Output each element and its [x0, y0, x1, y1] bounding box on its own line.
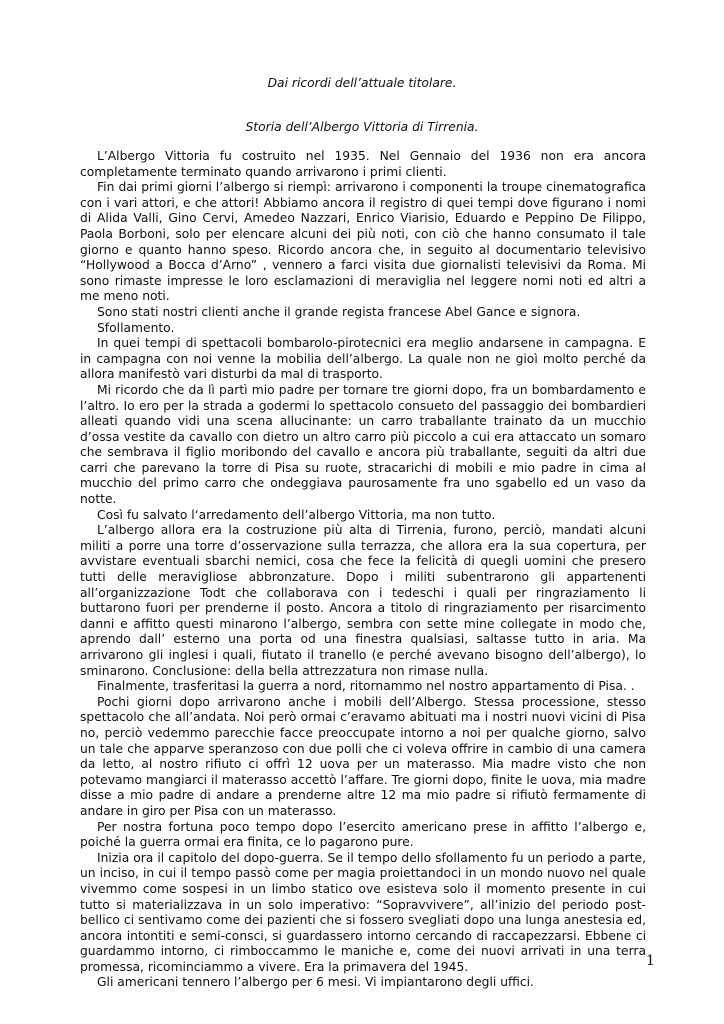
- paragraph: Fin dai primi giorni l’albergo si riempì: arrivarono i componenti la troupe cinematografica con i vari attori, e che attori! Abbiamo ancora il registro di quei tempi dove figurano i nomi di Alida Valli, Gino Cervi, Amedeo Nazzari, Enrico Viarisio, Eduardo e Peppino De Filippo, Paola Borboni, solo per elencare alcuni dei più noti, con ciò che hanno consumato il tale giorno e quanto hanno speso. Ricordo ancora che, in seguito al documentario televisivo “Hollywood a Bocca d’Arno” , vennero a farci visita due giornalisti televisivi da Roma. Mi sono rimaste impresse le loro esclamazioni di meraviglia nel leggere nomi noti ed altri a me meno noti.: [80, 180, 646, 304]
- document-title: Dai ricordi dell’attuale titolare.: [267, 76, 457, 90]
- paragraph: Sfollamento.: [97, 320, 175, 335]
- paragraph: Così fu salvato l‘arredamento dell’albergo Vittoria, ma non tutto.: [97, 507, 496, 522]
- paragraph: Pochi giorni dopo arrivarono anche i mobili dell’Albergo. Stessa processione, stesso spettacolo che all’andata. Noi però ormai c’eravamo abituati ma i nostri nuovi vicini di Pisa no, perciò vedemmo parecchie facce preoccupate intorno a noi per qualche giorno, salvo un tale che apparve speranzoso con due polli che ci voleva offrire in cambio di una camera da letto, al nostro rifiuto ci offrì 12 uova per un materasso. Mia madre visto che non potevamo mangiarci il materasso accettò l’affare. Tre giorni dopo, finite le uova, mia madre disse a mio padre di andare a prenderne altre 12 ma mio padre si rifiutò fermamente di andare in giro per Pisa con un materasso.: [80, 694, 646, 818]
- page-number: 1: [646, 953, 655, 969]
- paragraph: Finalmente, trasferitasi la guerra a nord, ritornammo nel nostro appartamento di Pisa. .: [97, 679, 635, 694]
- paragraph: Inizia ora il capitolo del dopo-guerra. Se il tempo dello sfollamento fu un periodo a parte, un inciso, in cui il tempo passò come per magia proiettandoci in un mondo nuovo nel quale vivemmo come sospesi in un limbo statico ove esisteva solo il momento presente in cui tutto si materializzava in un solo imperativo: “Sopravvivere”, all’inizio del periodo post-bellico ci sentivamo come dei pazienti che si fossero svegliati dopo una lunga anestesia ed, ancora intontiti e semi-consci, si guardassero intorno cercando di raccapezzarsi. Ebbene ci guardammo intorno, ci rimboccammo le maniche e, come dei nuovi arrivati in una terra promessa, ricominciammo a vivere. Era la primavera del 1945.: [80, 850, 646, 974]
- paragraph: Sono stati nostri clienti anche il grande regista francese Abel Gance e signora.: [97, 304, 581, 319]
- paragraph: Mi ricordo che da lì partì mio padre per tornare tre giorni dopo, fra un bombardamento e l’altro. Io ero per la strada a godermi lo spettacolo consueto del passaggio dei bombardieri alleati quando vidi una scena allucinante: un carro traballante trainato da un mucchio d’ossa vestite da cavallo con dietro un altro carro più piccolo a cui era attaccato un somaro che sembrava il figlio moribondo del cavallo e ancora più traballante, seguiti da altri due carri che parevano la torre di Pisa su ruote, stracarichi di mobili e mio padre in cima al mucchio del primo carro che ondeggiava paurosamente fra uno sgabello ed un vaso da notte.: [80, 382, 646, 507]
- paragraph: In quei tempi di spettacoli bombarolo-pirotecnici era meglio andarsene in campagna. E in campagna con noi venne la mobilia dell’albergo. La quale non ne gioì molto perché da allora manifestò vari disturbi da mal di trasporto.: [80, 336, 646, 382]
- document-subtitle: Storia dell’Albergo Vittoria di Tirrenia.: [245, 120, 479, 134]
- paragraph: L’albergo allora era la costruzione più alta di Tirrenia, furono, perciò, mandati alcuni militi a porre una torre d’osservazione sulla terrazza, che allora era la sua copertura, per avvistare eventuali sbarchi nemici, cosa che fece la felicità di quegli uomini che presero tutti delle meravigliose abbronzature. Dopo i militi subentrarono gli appartenenti all’organizzazione Todt che collaborava con i tedeschi i quali per ringraziamento li buttarono fuori per prenderne il posto. Ancora a titolo di ringraziamento per risarcimento danni e affitto questi minarono l’albergo, sembra con sette mine collegate in modo che, aprendo dall’ esterno una porta od una finestra qualsiasi, saltasse tutto in aria. Ma arrivarono gli inglesi i quali, fiutato il tranello (e perché avevano bisogno dell’albergo), lo sminarono. Conclusione: della bella attrezzatura non rimase nulla.: [80, 523, 646, 678]
- paragraph: Gli americani tennero l’albergo per 6 mesi. Vi impiantarono degli uffici.: [97, 975, 534, 990]
- paragraph: L’Albergo Vittoria fu costruito nel 1935. Nel Gennaio del 1936 non era ancora completamente terminato quando arrivarono i primi clienti.: [80, 149, 646, 179]
- paragraph: Per nostra fortuna poco tempo dopo l’esercito americano prese in affitto l’albergo e, poiché la guerra ormai era finita, ce lo pagarono pure.: [80, 819, 646, 850]
- document-body: [80, 149, 646, 991]
